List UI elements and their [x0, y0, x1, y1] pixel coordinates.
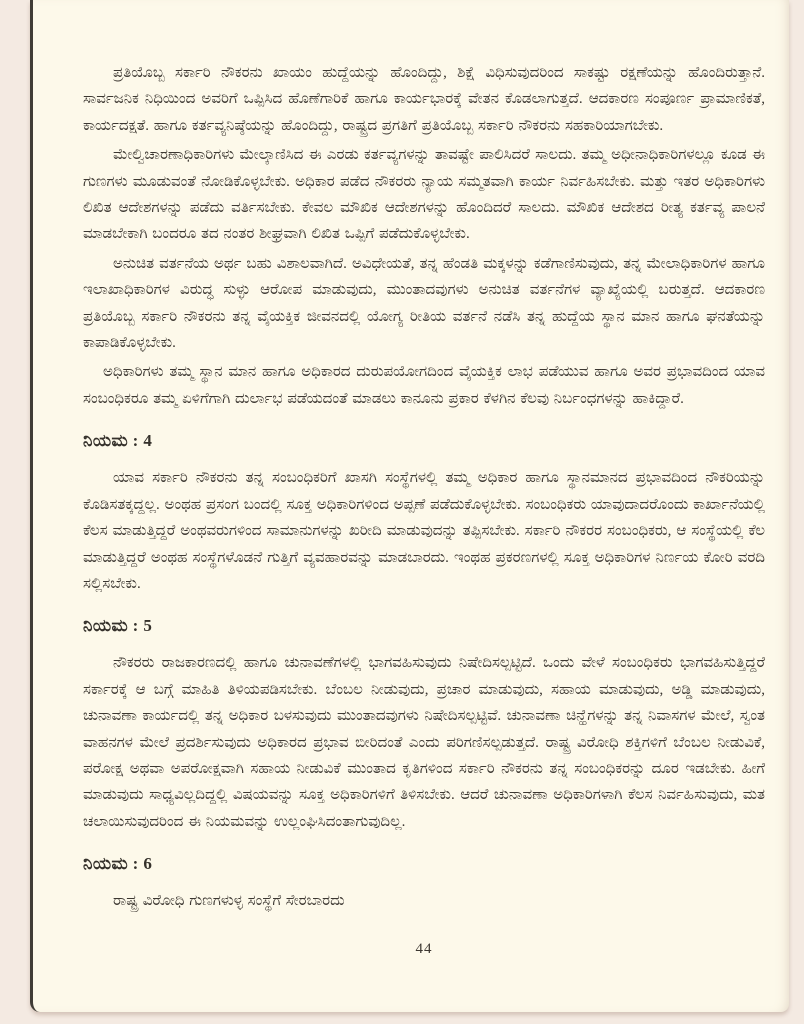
paragraph-rule-6-body: ರಾಷ್ಟ್ರ ವಿರೋಧಿ ಗುಣಗಳುಳ್ಳ ಸಂಸ್ಥೆಗೆ ಸೇರಬಾರದು	[113, 893, 345, 910]
paragraph-rule-5-body: ನೌಕರರು ರಾಜಕಾರಣದಲ್ಲಿ ಹಾಗೂ ಚುನಾವಣೆಗಳಲ್ಲಿ ಭಾಗವಹಿಸುವುದು ನಿಷೇದಿಸಲ್ಪಟ್ಟಿದೆ. ಒಂದು ವೇಳೆ ಸಂಬಂಧಿಕರು ಭಾಗವಹಿಸುತ್ತಿದ್ದರೆ ಸರ್ಕಾರಕ್ಕೆ ಆ ಬಗ್ಗೆ ಮಾಹಿತಿ ತಿಳಿಯಪಡಿಸಬೇಕು. ಬೆಂಬಲ ನೀಡುವುದು, ಪ್ರಚಾರ ಮಾಡುವುದು, ಸಹಾಯ ಮಾಡುವುದು, ಅಡ್ಡಿ ಮಾಡುವುದು, ಚುನಾವಣಾ ಕಾರ್ಯದಲ್ಲಿ ತನ್ನ ಅಧಿಕಾರ ಬಳಸುವುದು ಮುಂತಾದವುಗಳು ನಿಷೇದಿಸಲ್ಪಟ್ಟಿವೆ. ಚುನಾವಣಾ ಚಿನ್ಹೆಗಳನ್ನು ತನ್ನ ನಿವಾಸಗಳ ಮೇಲೆ, ಸ್ವಂತ ವಾಹನಗಳ ಮೇಲೆ ಪ್ರದರ್ಶಿಸುವುದು ಅಧಿಕಾರದ ಪ್ರಭಾವ ಬೀರಿದಂತೆ ಎಂದು ಪರಿಗಣಿಸಲ್ಪಡುತ್ತದೆ. ರಾಷ್ಟ್ರ ವಿರೋಧಿ ಶಕ್ತಿಗಳಿಗೆ ಬೆಂಬಲ ನೀಡುವಿಕೆ, ಪರೋಕ್ಷ ಅಥವಾ ಅಪರೋಕ್ಷವಾಗಿ ಸಹಾಯ ನೀಡುವಿಕೆ ಮುಂತಾದ ಕೃತಿಗಳಿಂದ ಸರ್ಕಾರಿ ನೌಕರನು ತನ್ನ ಸಂಬಂಧಿಕರನ್ನು ದೂರ ಇಡಬೇಕು. ಹೀಗೆ ಮಾಡುವುದು ಸಾಧ್ಯವಿಲ್ಲದಿದ್ದಲ್ಲಿ ವಿಷಯವನ್ನು ಸೂಕ್ತ ಅಧಿಕಾರಿಗಳಿಗೆ ತಿಳಿಸಬೇಕು. ಆದರೆ ಚುನಾವಣಾ ಅಧಿಕಾರಿಗಳಾಗಿ ಕೆಲಸ ನಿರ್ವಹಿಸುವುದು, ಮತ ಚಲಾಯಿಸುವುದರಿಂದ ಈ ನಿಯಮವನ್ನು ಉಲ್ಲಂಘಿಸಿದಂತಾಗುವುದಿಲ್ಲ.	[83, 655, 765, 830]
paragraph-duty-of-servant: ಪ್ರತಿಯೊಬ್ಬ ಸರ್ಕಾರಿ ನೌಕರನು ಖಾಯಂ ಹುದ್ದೆಯನ್ನು ಹೊಂದಿದ್ದು, ಶಿಕ್ಷೆ ವಿಧಿಸುವುದರಿಂದ ಸಾಕಷ್ಟು ರಕ್ಷಣೆಯನ್ನು ಹೊಂದಿರುತ್ತಾನೆ. ಸಾರ್ವಜನಿಕ ನಿಧಿಯಿಂದ ಅವರಿಗೆ ಒಪ್ಪಿಸಿದ ಹೊಣೆಗಾರಿಕೆ ಹಾಗೂ ಕಾರ್ಯಭಾರಕ್ಕೆ ವೇತನ ಕೊಡಲಾಗುತ್ತದೆ. ಆದಕಾರಣ ಸಂಪೂರ್ಣ ಪ್ರಾಮಾಣಿಕತೆ, ಕಾರ್ಯದಕ್ಷತೆ. ಹಾಗೂ ಕರ್ತವ್ಯನಿಷ್ಠೆಯನ್ನು ಹೊಂದಿದ್ದು, ರಾಷ್ಟ್ರದ ಪ್ರಗತಿಗೆ ಪ್ರತಿಯೊಬ್ಬ ಸರ್ಕಾರಿ ನೌಕರನು ಸಹಕಾರಿಯಾಗಬೇಕು.	[83, 65, 765, 134]
page-number: 44	[415, 940, 433, 957]
paragraph-restrictions-intro: ಅಧಿಕಾರಿಗಳು ತಮ್ಮ ಸ್ಥಾನ ಮಾನ ಹಾಗೂ ಅಧಿಕಾರದ ದುರುಪಯೋಗದಿಂದ ವೈಯಕ್ತಿಕ ಲಾಭ ಪಡೆಯುವ ಹಾಗೂ ಅವರ ಪ್ರಭಾವದಿಂದ ಯಾವ ಸಂಬಂಧಿಕರೂ ತಮ್ಮ ಏಳಿಗೆಗಾಗಿ ದುರ್ಲಾಭ ಪಡೆಯದಂತೆ ಮಾಡಲು ಕಾನೂನು ಪ್ರಕಾರ ಕೆಳಗಿನ ಕೆಲವು ನಿರ್ಬಂಧಗಳನ್ನು ಹಾಕಿದ್ದಾರೆ.	[83, 364, 765, 407]
paragraph-misconduct-definition: ಅನುಚಿತ ವರ್ತನೆಯ ಅರ್ಥ ಬಹು ವಿಶಾಲವಾಗಿದೆ. ಅವಿಧೇಯತೆ, ತನ್ನ ಹೆಂಡತಿ ಮಕ್ಕಳನ್ನು ಕಡೆಗಾಣಿಸುವುದು, ತನ್ನ ಮೇಲಾಧಿಕಾರಿಗಳ ಹಾಗೂ ಇಲಾಖಾಧಿಕಾರಿಗಳ ವಿರುದ್ಧ ಸುಳ್ಳು ಆರೋಪ ಮಾಡುವುದು, ಮುಂತಾದವುಗಳು ಅನುಚಿತ ವರ್ತನೆಗಳ ವ್ಯಾಖ್ಯೆಯಲ್ಲಿ ಬರುತ್ತದೆ. ಆದಕಾರಣ ಪ್ರತಿಯೊಬ್ಬ ಸರ್ಕಾರಿ ನೌಕರನು ತನ್ನ ವೈಯಕ್ತಿಕ ಜೀವನದಲ್ಲಿ ಯೋಗ್ಯ ರೀತಿಯ ವರ್ತನೆ ನಡೆಸಿ ತನ್ನ ಹುದ್ದೆಯ ಸ್ಥಾನ ಮಾನ ಹಾಗೂ ಘನತೆಯನ್ನು ಕಾಪಾಡಿಕೊಳ್ಳಬೇಕು.	[83, 255, 765, 352]
paragraph-rule-4-body: ಯಾವ ಸರ್ಕಾರಿ ನೌಕರನು ತನ್ನ ಸಂಬಂಧಿಕರಿಗೆ ಖಾಸಗಿ ಸಂಸ್ಥೆಗಳಲ್ಲಿ ತಮ್ಮ ಅಧಿಕಾರ ಹಾಗೂ ಸ್ಥಾನಮಾನದ ಪ್ರಭಾವದಿಂದ ನೌಕರಿಯನ್ನು ಕೊಡಿಸತಕ್ಕದ್ದಲ್ಲ. ಅಂಥಹ ಪ್ರಸಂಗ ಬಂದಲ್ಲಿ ಸೂಕ್ತ ಅಧಿಕಾರಿಗಳಿಂದ ಅಪ್ಪಣೆ ಪಡೆದುಕೊಳ್ಳಬೇಕು. ಸಂಬಂಧಿಕರು ಯಾವುದಾದರೊಂದು ಕಾರ್ಖಾನೆಯಲ್ಲಿ ಕೆಲಸ ಮಾಡುತ್ತಿದ್ದರೆ ಅಂಥವರುಗಳಿಂದ ಸಾಮಾನುಗಳನ್ನು ಖರೀದಿ ಮಾಡುವುದನ್ನು ತಪ್ಪಿಸಬೇಕು. ಸರ್ಕಾರಿ ನೌಕರರ ಸಂಬಂಧಿಕರು, ಆ ಸಂಸ್ಥೆಯಲ್ಲಿ ಕೆಲ ಮಾಡುತ್ತಿದ್ದರೆ ಅಂಥಹ ಸಂಸ್ಥೆಗಳೊಡನೆ ಗುತ್ತಿಗೆ ವ್ಯವಹಾರವನ್ನು ಮಾಡಬಾರದು. ಇಂಥಹ ಪ್ರಕರಣಗಳಲ್ಲಿ ಸೂಕ್ತ ಅಧಿಕಾರಿಗಳ ನಿರ್ಣಯ ಕೋರಿ ವರದಿ ಸಲ್ಲಿಸಬೇಕು.	[83, 470, 765, 592]
page-content	[83, 60, 765, 958]
rule-6-heading: ನಿಯಮ : 6	[83, 854, 153, 874]
paragraph-supervisors: ಮೇಲ್ವಿಚಾರಣಾಧಿಕಾರಿಗಳು ಮೇಲ್ಕಾಣಿಸಿದ ಈ ಎರಡು ಕರ್ತವ್ಯಗಳನ್ನು ತಾವಷ್ಟೇ ಪಾಲಿಸಿದರೆ ಸಾಲದು. ತಮ್ಮ ಅಧೀನಾಧಿಕಾರಿಗಳಲ್ಲೂ ಕೂಡ ಈ ಗುಣಗಳು ಮೂಡುವಂತೆ ನೋಡಿಕೊಳ್ಳಬೇಕು. ಅಧಿಕಾರ ಪಡೆದ ನೌಕರರು ನ್ಯಾಯ ಸಮ್ಮತವಾಗಿ ಕಾರ್ಯ ನಿರ್ವಹಿಸಬೇಕು. ಮತ್ತು ಇತರ ಅಧಿಕಾರಿಗಳು ಲಿಖಿತ ಆದೇಶಗಳನ್ನು ಪಡೆದು ವರ್ತಿಸಬೇಕು. ಕೇವಲ ಮೌಖಿಕ ಆದೇಶಗಳನ್ನು ಹೊಂದಿದರೆ ಸಾಲದು. ಮೌಖಿಕ ಆದೇಶದ ರೀತ್ಯ ಕರ್ತವ್ಯ ಪಾಲನೆ ಮಾಡಬೇಕಾಗಿ ಬಂದರೂ ತದ ನಂತರ ಶೀಘ್ರವಾಗಿ ಲಿಖಿತ ಒಪ್ಪಿಗೆ ಪಡೆದುಕೊಳ್ಳಬೇಕು.	[83, 147, 765, 243]
rule-4-heading: ನಿಯಮ : 4	[83, 431, 153, 451]
document-page	[30, 0, 789, 1012]
rule-5-heading: ನಿಯಮ : 5	[83, 616, 153, 636]
